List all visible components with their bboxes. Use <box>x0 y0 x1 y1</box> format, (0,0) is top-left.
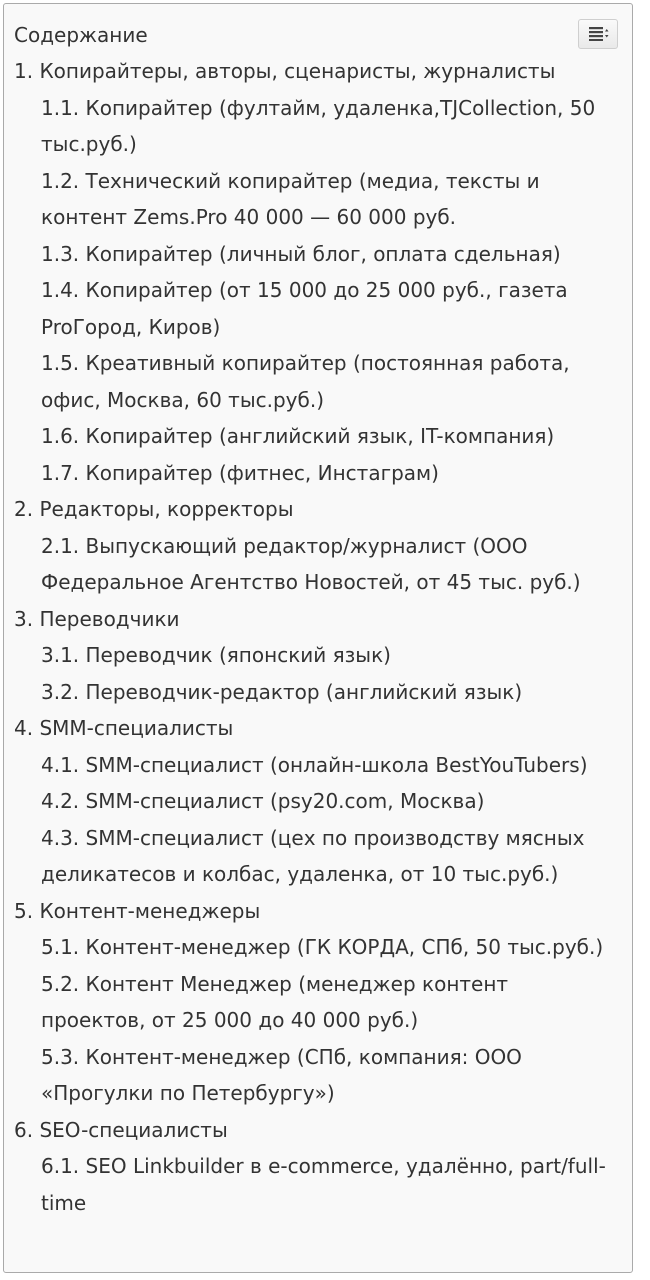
toc-sublist <box>14 747 618 893</box>
toc-sublist <box>14 528 618 601</box>
toc-subitem-link[interactable]: 5.1. Контент-менеджер (ГК КОРДА, СПб, 50 тыс.руб.) <box>41 935 604 959</box>
toc-section <box>14 893 618 1112</box>
toc-title: Содержание <box>14 23 148 47</box>
toc-section-link[interactable]: 2. Редакторы, корректоры <box>14 497 294 521</box>
toc-section <box>14 1112 618 1222</box>
toc-subitem-link[interactable]: 3.2. Переводчик-редактор (английский язык) <box>41 679 523 704</box>
toc-subitem-link[interactable]: 4.2. SMM-специалист (psy20.com, Москва) <box>41 789 485 813</box>
toc-subitem-link[interactable]: 2.1. Выпускающий редактор/журналист (ООО Федеральное Агентство Новостей, от 45 тыс. руб.) <box>41 533 581 594</box>
toc-subitem <box>41 345 618 418</box>
toc-subitem <box>41 783 618 820</box>
toc-list <box>14 53 618 1221</box>
toc-sublist <box>14 637 618 710</box>
toc-subitem-link[interactable]: 5.2. Контент Менеджер (менеджер контент проектов, от 25 000 до 40 000 руб.) <box>41 971 509 1032</box>
toc-subitem <box>41 747 618 784</box>
toc-section-link[interactable]: 5. Контент-менеджеры <box>14 898 261 923</box>
toc-sublist <box>14 90 618 492</box>
toc-subitem-link[interactable]: 6.1. SEO Linkbuilder в e-commerce, удалённо, part/full-time <box>41 1154 606 1215</box>
toc-sublist <box>14 929 618 1112</box>
toc-subitem <box>41 674 618 711</box>
toc-subitem <box>41 272 618 345</box>
toc-section-link[interactable]: 4. SMM-специалисты <box>14 716 234 740</box>
toc-subitem-link[interactable]: 1.4. Копирайтер (от 15 000 до 25 000 руб., газета ProГород, Киров) <box>41 278 568 339</box>
toc-section <box>14 53 618 491</box>
table-of-contents <box>3 3 633 1273</box>
toc-subitem <box>41 820 618 893</box>
toc-subitem <box>41 528 618 601</box>
toc-sublist <box>14 1148 618 1221</box>
toc-toggle-button[interactable] <box>578 19 618 49</box>
toc-subitem-link[interactable]: 1.3. Копирайтер (личный блог, оплата сдельная) <box>41 241 561 266</box>
toc-subitem-link[interactable]: 1.6. Копирайтер (английский язык, IT-компания) <box>41 424 555 448</box>
toc-section <box>14 601 618 711</box>
toc-section <box>14 710 618 893</box>
toc-section-link[interactable]: 1. Копирайтеры, авторы, сценаристы, журналисты <box>14 59 556 83</box>
toc-subitem-link[interactable]: 1.5. Креативный копирайтер (постоянная работа, офис, Москва, 60 тыс.руб.) <box>41 351 570 412</box>
toc-subitem <box>41 1039 618 1112</box>
toc-subitem <box>41 90 618 163</box>
toc-subitem-link[interactable]: 1.2. Технический копирайтер (медиа, тексты и контент Zems.Pro 40 000 — 60 000 руб. <box>41 168 540 229</box>
toc-section <box>14 491 618 601</box>
toc-subitem <box>41 637 618 674</box>
toc-subitem <box>41 1148 618 1221</box>
toc-subitem-link[interactable]: 4.3. SMM-специалист (цех по производству мясных деликатесов и колбас, удаленка, от 10 тыс.руб.) <box>41 825 585 886</box>
toc-subitem-link[interactable]: 5.3. Контент-менеджер (СПб, компания: ООО «Прогулки по Петербургу») <box>41 1044 522 1105</box>
toc-subitem <box>41 418 618 455</box>
list-toggle-icon <box>589 27 609 41</box>
toc-subitem-link[interactable]: 1.1. Копирайтер (фултайм, удаленка,TJCollection, 50 тыс.руб.) <box>41 95 596 156</box>
toc-subitem-link[interactable]: 1.7. Копирайтер (фитнес, Инстаграм) <box>41 460 439 485</box>
toc-subitem <box>41 929 618 966</box>
toc-subitem <box>41 966 618 1039</box>
toc-section-link[interactable]: 3. Переводчики <box>14 606 180 631</box>
toc-subitem <box>41 455 618 492</box>
toc-section-link[interactable]: 6. SEO-специалисты <box>14 1117 228 1142</box>
toc-subitem <box>41 236 618 273</box>
toc-subitem <box>41 163 618 236</box>
toc-subitem-link[interactable]: 4.1. SMM-специалист (онлайн-школа BestYouTubers) <box>41 752 588 777</box>
toc-header <box>14 17 618 53</box>
toc-subitem-link[interactable]: 3.1. Переводчик (японский язык) <box>41 643 391 667</box>
